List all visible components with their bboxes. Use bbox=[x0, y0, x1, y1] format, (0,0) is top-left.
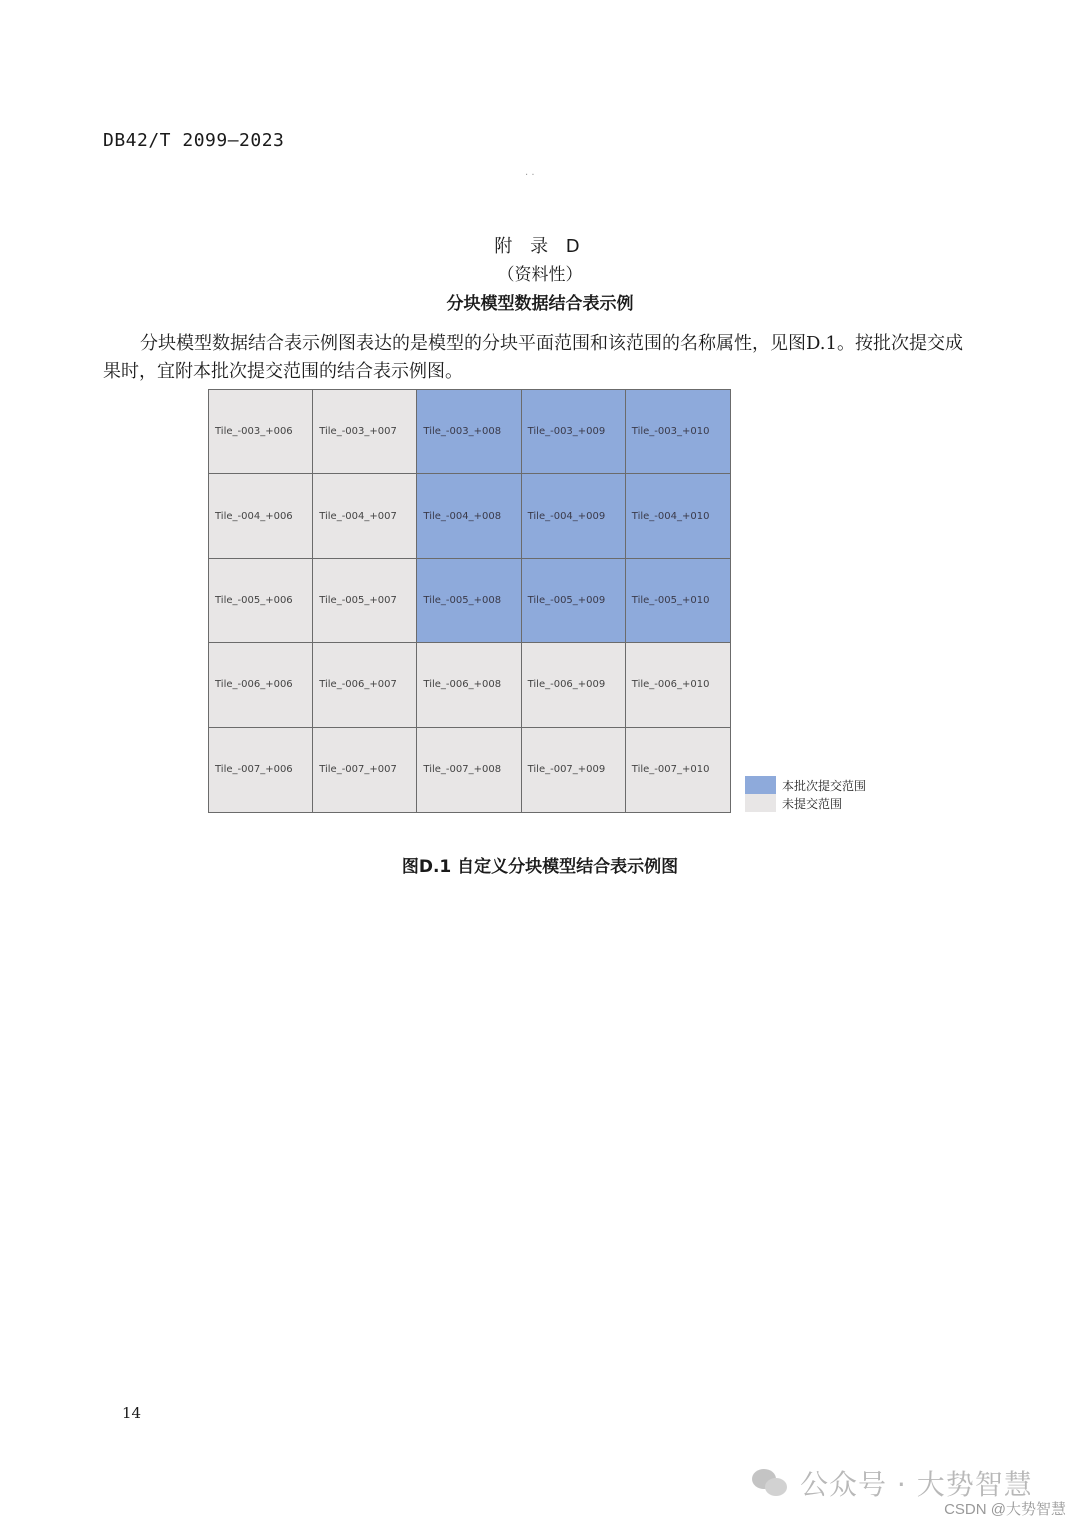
tile-cell: Tile_-007_+010 bbox=[626, 728, 730, 812]
tile-cell: Tile_-003_+006 bbox=[209, 390, 313, 474]
tile-cell: Tile_-007_+009 bbox=[522, 728, 626, 812]
tile-cell: Tile_-007_+007 bbox=[313, 728, 417, 812]
legend-item-submitted bbox=[745, 776, 866, 794]
tile-cell: Tile_-004_+008 bbox=[417, 474, 521, 558]
decorative-dots: · · bbox=[525, 170, 535, 181]
tile-cell: Tile_-004_+010 bbox=[626, 474, 730, 558]
document-code: DB42/T 2099—2023 bbox=[103, 130, 285, 151]
tile-cell: Tile_-005_+010 bbox=[626, 559, 730, 643]
appendix-title: 附 录 D bbox=[494, 236, 586, 257]
tile-cell: Tile_-005_+008 bbox=[417, 559, 521, 643]
tile-cell: Tile_-004_+006 bbox=[209, 474, 313, 558]
tile-cell: Tile_-004_+009 bbox=[522, 474, 626, 558]
tile-cell: Tile_-005_+009 bbox=[522, 559, 626, 643]
tile-cell: Tile_-005_+006 bbox=[209, 559, 313, 643]
tile-cell: Tile_-006_+006 bbox=[209, 643, 313, 727]
csdn-watermark: CSDN @大势智慧 bbox=[944, 1501, 1066, 1518]
tile-grid bbox=[208, 389, 731, 813]
watermark-text: 公众号 · 大势智慧 bbox=[800, 1468, 1033, 1501]
tile-cell: Tile_-004_+007 bbox=[313, 474, 417, 558]
tile-cell: Tile_-007_+008 bbox=[417, 728, 521, 812]
legend-item-not-submitted bbox=[745, 794, 866, 812]
tile-cell: Tile_-005_+007 bbox=[313, 559, 417, 643]
tile-cell: Tile_-003_+007 bbox=[313, 390, 417, 474]
legend-label-submitted: 本批次提交范围 bbox=[782, 778, 867, 793]
watermark bbox=[752, 1463, 1033, 1503]
legend-swatch-not-submitted bbox=[745, 794, 776, 812]
tile-cell: Tile_-003_+008 bbox=[417, 390, 521, 474]
body-paragraph: 分块模型数据结合表示例图表达的是模型的分块平面范围和该范围的名称属性，见图D.1。按批次提交成果时，宜附本批次提交范围的结合表示例图。 bbox=[103, 333, 963, 382]
tile-cell: Tile_-006_+010 bbox=[626, 643, 730, 727]
legend-swatch-submitted bbox=[745, 776, 776, 794]
legend bbox=[745, 776, 866, 812]
tile-cell: Tile_-006_+009 bbox=[522, 643, 626, 727]
tile-cell: Tile_-006_+007 bbox=[313, 643, 417, 727]
appendix-type: （资料性） bbox=[497, 265, 583, 285]
wechat-icon bbox=[752, 1467, 790, 1499]
figure-caption: 图D.1 自定义分块模型结合表示例图 bbox=[401, 857, 679, 877]
appendix-heading: 分块模型数据结合表示例 bbox=[446, 294, 634, 314]
tile-cell: Tile_-006_+008 bbox=[417, 643, 521, 727]
tile-cell: Tile_-003_+009 bbox=[522, 390, 626, 474]
legend-label-not-submitted: 未提交范围 bbox=[782, 796, 843, 811]
tile-cell: Tile_-007_+006 bbox=[209, 728, 313, 812]
tile-cell: Tile_-003_+010 bbox=[626, 390, 730, 474]
page-number: 14 bbox=[122, 1404, 142, 1422]
